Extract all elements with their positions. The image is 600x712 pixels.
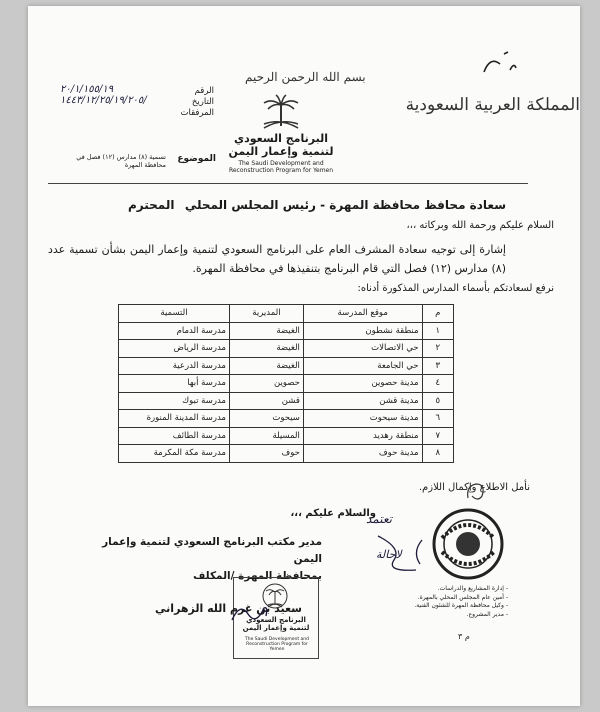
addressee: سعادة محافظ محافظة المهرة - رئيس المجلس المحلي [184,198,506,212]
table-header-row [119,305,454,323]
cell-district: حوف [229,445,303,463]
cell-location: حي الاتصالات [303,340,422,358]
header-location: موقع المدرسة [303,305,422,323]
table-row [119,357,454,375]
cell-location: منطقة نشطون [303,322,422,340]
closing-salute: والسلام عليكم ،،، [290,508,376,519]
program-name-en-line1: The Saudi Development and [238,160,324,167]
cell-no: ٤ [422,375,453,393]
stamp-program-en-line1: The Saudi Development and [245,637,309,642]
page-mark: م ٣ [458,632,470,641]
header-divider [48,183,528,184]
palm-swords-logo [250,94,312,134]
signatory-name: سعيد بن غرم الله الزهراني [155,602,302,615]
cell-no: ٢ [422,340,453,358]
cell-name: مدرسة الدمام [119,322,230,340]
cell-name: مدرسة الطائف [119,427,230,445]
cc-item: - إدارة المشاريع والدراسات. [437,585,508,592]
kingdom-title: المملكة العربية السعودية [405,95,580,115]
closing-request: نأمل الاطلاع وإكمال اللازم. [418,482,530,493]
cell-name: مدرسة أبها [119,375,230,393]
program-name-en-line2: Reconstruction Program for Yemen [228,167,334,174]
basmala: بسم الله الرحمن الرحيم [245,70,366,84]
program-name-en [222,160,340,174]
meta-values [60,84,164,106]
cell-no: ٣ [422,357,453,375]
cell-name: مدرسة الرياض [119,340,230,358]
body-paragraph: إشارة إلى توجيه سعادة المشرف العام على البرنامج السعودي لتنمية وإعمار اليمن بشأن تسمية عدد (٨) مدارس (١٢) فصل التي قام البرنامج بتنفيذها في محافظة المهرة. [48,243,506,275]
cell-name: مدرسة مكة المكرمة [119,445,230,463]
table-row [119,340,454,358]
cell-name: مدرسة تبوك [119,392,230,410]
stamp-program-en-line2: Reconstruction Program for Yemen [246,642,308,652]
cell-district: الغيضة [229,340,303,358]
cell-location: مدينة حصوين [303,375,422,393]
table-row [119,445,454,463]
table-row [119,375,454,393]
handwritten-scribble [372,530,432,584]
margin-scribble [464,480,488,508]
greeting: السلام عليكم ورحمة الله وبركاته ،،، [406,220,554,231]
cell-location: مدينة حوف [303,445,422,463]
stamp-program-ar-line2: لتنمية وإعمار اليمن [242,624,310,632]
cell-district: سيحوت [229,410,303,428]
program-name-ar [218,132,344,158]
attachments-label: المرفقات [180,108,214,118]
header-no: م [422,305,453,323]
handwritten-note-1: تعتمد [366,512,392,526]
cc-list [380,585,508,619]
date-value: ١٤٤٣/١٢/٢٥/١٩/٢٠٥/ [60,95,147,106]
table-row [119,410,454,428]
date-label: التاريخ [191,97,214,107]
table-intro: نرفع لسعادتكم بأسماء المدارس المذكورة أدناه: [357,283,554,294]
official-round-stamp [432,508,504,584]
stamp-program-en [238,637,316,652]
cell-district: قشن [229,392,303,410]
addressee-line [50,198,506,212]
header-name: التسمية [119,305,230,323]
signatory-title-line2: بمحافظة المهرة /المكلف [193,570,322,582]
schools-table [118,304,454,463]
cell-name: مدرسة المدينة المنورة [119,410,230,428]
table-row [119,427,454,445]
table-row [119,392,454,410]
header-district: المديرية [229,305,303,323]
number-value: ٢٠/١/١٥٥/١٩ [60,84,114,95]
cc-item: - مدير المشروع. [466,610,508,618]
stamp-program-ar-line1: البرنامج السعودي [246,616,306,624]
cc-item: - أمين عام المجلس المحلي بالمهرة. [417,593,508,601]
corner-scribble [480,48,520,82]
cell-no: ٥ [422,392,453,410]
cell-no: ١ [422,322,453,340]
cell-district: الغيضة [229,322,303,340]
subject-label: الموضوع [177,154,216,164]
subject-text: تسمية (٨) مدارس (١٢) فصل في محافظة المهرة [76,153,166,169]
honorific: المحترم [128,198,175,212]
number-label: الرقم [194,86,214,96]
signatory-title-line1: مدير مكتب البرنامج السعودي لتنمية وإعمار اليمن [102,536,322,565]
cell-location: مدينة سيحوت [303,410,422,428]
cell-district: الغيضة [229,357,303,375]
cc-item: - وكيل محافظة المهرة للشئون الفنية. [414,602,508,609]
meta-labels [166,86,214,119]
cell-district: المسيلة [229,427,303,445]
program-name-ar-line2: لتنمية وإعمار اليمن [228,145,334,158]
table-row [119,322,454,340]
cell-name: مدرسة الدرعية [119,357,230,375]
handwritten-note-2: لاحالة [376,548,402,561]
cell-no: ٧ [422,427,453,445]
cell-district: حصوين [229,375,303,393]
cell-location: حي الجامعة [303,357,422,375]
cell-location: منطقة رهديد [303,427,422,445]
program-name-ar-line1: البرنامج السعودي [234,132,328,145]
cell-location: مدينة قشن [303,392,422,410]
cell-no: ٨ [422,445,453,463]
cell-no: ٦ [422,410,453,428]
handwritten-signature [230,600,270,630]
